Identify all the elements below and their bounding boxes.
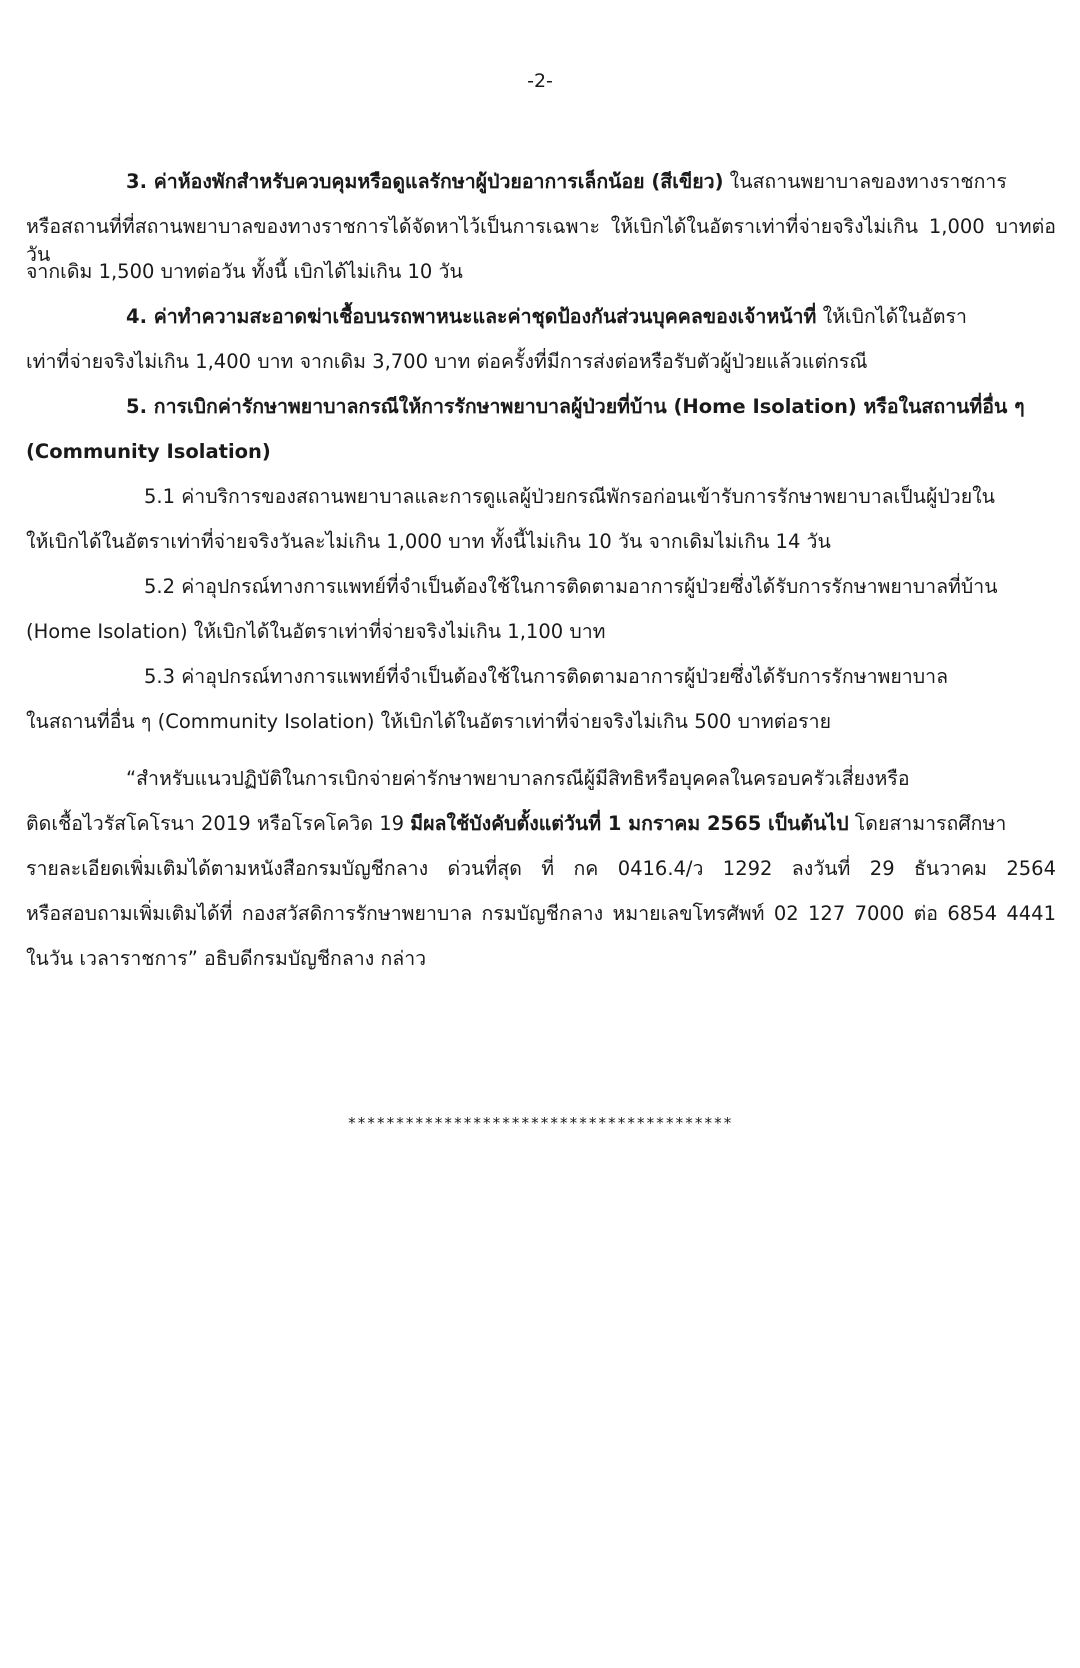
item-5-2-line-2: (Home Isolation) ให้เบิกได้ในอัตราเท่าที่จ่ายจริงไม่เกิน 1,100 บาท [26, 620, 606, 643]
item-5-3-line-2: ในสถานที่อื่น ๆ (Community Isolation) ให้เบิกได้ในอัตราเท่าที่จ่ายจริงไม่เกิน 500 บาทต่อราย [26, 710, 832, 733]
end-separator: **************************************** [347, 1114, 733, 1132]
quote-line-2-start: ติดเชื้อไวรัสโคโรนา 2019 หรือโรคโควิด 19 [26, 812, 411, 835]
item-5-3-line-1: 5.3 ค่าอุปกรณ์ทางการแพทย์ที่จำเป็นต้องใช้ในการติดตามอาการผู้ป่วยซึ่งได้รับการรักษาพยาบาล [144, 665, 949, 688]
page-number: -2- [527, 70, 553, 92]
item-5-1-line-2: ให้เบิกได้ในอัตราเท่าที่จ่ายจริงวันละไม่เกิน 1,000 บาท ทั้งนี้ไม่เกิน 10 วัน จากเดิมไม่เกิน 14 วัน [26, 530, 831, 553]
quote-line-3: รายละเอียดเพิ่มเติมได้ตามหนังสือกรมบัญชีกลาง ด่วนที่สุด ที่ กค 0416.4/ว 1292 ลงวันที่ 29 ธันวาคม 2564 [26, 857, 1056, 880]
item-5-1-line-1: 5.1 ค่าบริการของสถานพยาบาลและการดูแลผู้ป่วยกรณีพักรอก่อนเข้ารับการรักษาพยาบาลเป็นผู้ป่วยใน [144, 485, 996, 508]
quote-line-2 [26, 810, 1056, 838]
item-4-heading-rest: ให้เบิกได้ในอัตรา [816, 305, 967, 328]
item-3-line-1 [126, 168, 1056, 196]
quote-effective-date: มีผลใช้บังคับตั้งแต่วันที่ 1 มกราคม 2565 เป็นต้นไป [410, 812, 849, 835]
item-3-heading: 3. ค่าห้องพักสำหรับควบคุมหรือดูแลรักษาผู้ป่วยอาการเล็กน้อย (สีเขียว) [126, 170, 724, 193]
item-4-heading: 4. ค่าทำความสะอาดฆ่าเชื้อบนรถพาหนะและค่าชุดป้องกันส่วนบุคคลของเจ้าหน้าที่ [126, 305, 817, 328]
item-3-heading-rest: ในสถานพยาบาลของทางราชการ [723, 170, 1007, 193]
item-5-heading-line-2: (Community Isolation) [26, 440, 271, 463]
item-5-heading: 5. การเบิกค่ารักษาพยาบาลกรณีให้การรักษาพยาบาลผู้ป่วยที่บ้าน (Home Isolation) หรือในสถานที่อื่น ๆ [126, 395, 1025, 418]
quote-line-2-end: โดยสามารถศึกษา [848, 812, 1007, 835]
quote-line-5: ในวัน เวลาราชการ” อธิบดีกรมบัญชีกลาง กล่าว [26, 947, 427, 970]
item-4-line-1 [126, 303, 1056, 331]
quote-line-1: “สำหรับแนวปฏิบัติในการเบิกจ่ายค่ารักษาพยาบาลกรณีผู้มีสิทธิหรือบุคคลในครอบครัวเสี่ยงหรือ [126, 767, 910, 790]
item-3-line-3: จากเดิม 1,500 บาทต่อวัน ทั้งนี้ เบิกได้ไม่เกิน 10 วัน [26, 260, 463, 283]
item-4-line-2: เท่าที่จ่ายจริงไม่เกิน 1,400 บาท จากเดิม 3,700 บาท ต่อครั้งที่มีการส่งต่อหรือรับตัวผู้ป่วยแล้วแต่กรณี [26, 350, 868, 373]
item-3-line-2: หรือสถานที่ที่สถานพยาบาลของทางราชการได้จัดหาไว้เป็นการเฉพาะ ให้เบิกได้ในอัตราเท่าที่จ่ายจริงไม่เกิน 1,000 บาทต่อวัน [26, 215, 1056, 266]
item-5-2-line-1: 5.2 ค่าอุปกรณ์ทางการแพทย์ที่จำเป็นต้องใช้ในการติดตามอาการผู้ป่วยซึ่งได้รับการรักษาพยาบาลที่บ้าน [144, 575, 998, 598]
quote-line-4: หรือสอบถามเพิ่มเติมได้ที่ กองสวัสดิการรักษาพยาบาล กรมบัญชีกลาง หมายเลขโทรศัพท์ 02 127 7000 ต่อ 6854 4441 [26, 902, 1056, 925]
